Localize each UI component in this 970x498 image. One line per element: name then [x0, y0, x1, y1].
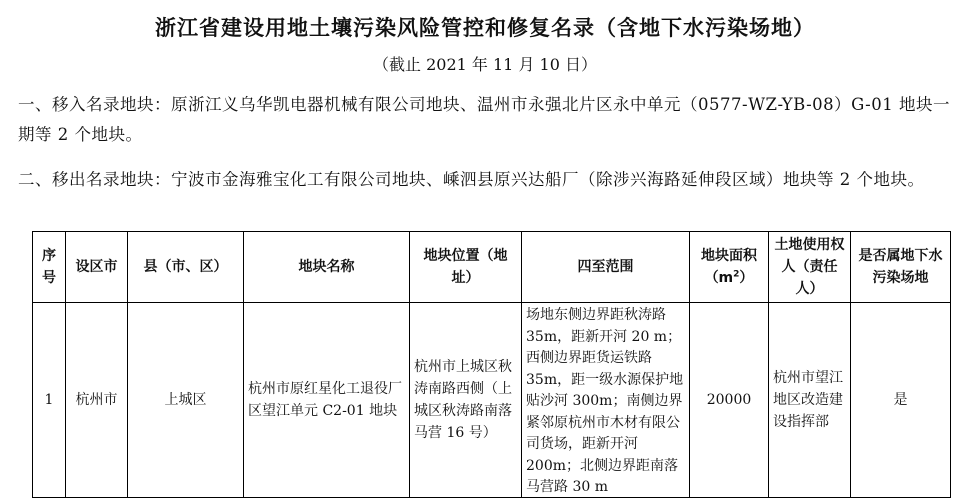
header-site-name: 地块名称: [244, 232, 410, 303]
boundary-text: 场地东侧边界距秋涛路 35m，距新开河 20 m；西侧边界距货运铁路 35m，距一级水源保护地贴沙河 300m；南侧边界紧邻原杭州市木材有限公司货场，距新开河 200m；北侧边界距南落马营路 30 m: [526, 307, 684, 495]
header-location: 地块位置（地址）: [410, 232, 522, 303]
cell-area: 20000: [690, 303, 769, 498]
header-area: [690, 232, 769, 303]
cell-owner: 杭州市望江地区改造建设指挥部: [769, 303, 851, 498]
site-list-table: [32, 231, 951, 498]
cell-groundwater: 是: [851, 303, 951, 498]
header-area-suffix: ）: [739, 270, 754, 286]
cell-city: 杭州市: [66, 303, 128, 498]
cell-county: 上城区: [128, 303, 244, 498]
page-title: 浙江省建设用地土壤污染风险管控和修复名录（含地下水污染场地）: [155, 16, 815, 40]
header-owner: 土地使用权人（责任人）: [769, 232, 851, 303]
cell-location: 杭州市上城区秋涛南路西侧（上城区秋涛路南落马营 16 号）: [410, 303, 522, 498]
header-no: 序号: [33, 232, 66, 303]
moved-in-paragraph: 一、移入名录地块：原浙江义乌华凯电器机械有限公司地块、温州市永强北片区永中单元（0577-WZ-YB-08）G-01 地块一期等 2 个地块。: [18, 95, 950, 144]
header-boundary: 四至范围: [522, 232, 690, 303]
moved-out-paragraph: 二、移出名录地块：宁波市金海雅宝化工有限公司地块、嵊泗县原兴达船厂（除涉兴海路延伸段区域）地块等 2 个地块。: [18, 170, 925, 189]
cell-boundary: [522, 303, 690, 498]
table-header-row: [33, 232, 951, 303]
cell-site-name: 杭州市原红星化工退役厂区望江单元 C2-01 地块: [244, 303, 410, 498]
cell-no: 1: [33, 303, 66, 498]
header-groundwater: 是否属地下水污染场地: [851, 232, 951, 303]
table-row: [33, 303, 951, 498]
header-city: 设区市: [66, 232, 128, 303]
cutoff-date: （截止 2021 年 11 月 10 日）: [373, 55, 597, 74]
header-area-prefix: 地块面积（m: [701, 248, 757, 286]
header-area-sup: 2: [733, 269, 740, 280]
header-county: 县（市、区）: [128, 232, 244, 303]
